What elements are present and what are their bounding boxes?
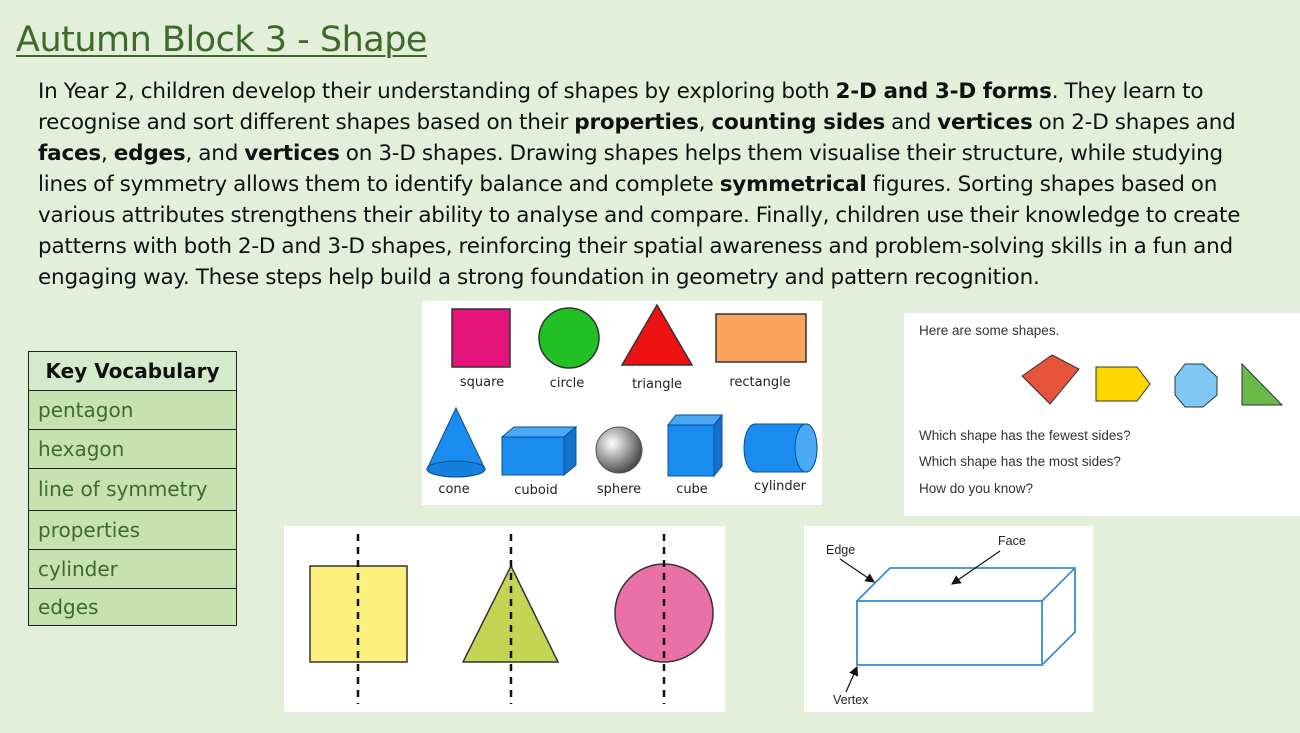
question-3: How do you know? [919,481,1034,496]
intro-text-segment: on 3-D shapes. Drawing shapes helps them visualise their structure, while studying lines of symmetry allows them to identify balance and complete [38,141,1223,197]
intro-bold-term: symmetrical [719,172,867,197]
symmetry-panel [284,526,725,712]
vocab-item-cylinder: cylinder [29,550,236,589]
pentagon-shape [1096,367,1150,401]
intro-bold-term: counting sides [711,110,886,135]
label-circle: circle [549,376,585,391]
label-sphere: sphere [596,482,642,497]
label-vertex: Vertex [833,693,869,707]
triangle-shape [622,305,692,365]
labelled-cuboid [857,568,1075,665]
intro-paragraph [38,76,1273,293]
intro-text-segment: and [885,110,938,135]
label-cone: cone [438,482,470,497]
intro-bold-term: vertices [244,141,340,166]
question-panel [904,313,1300,516]
label-rectangle: rectangle [729,375,791,390]
intro-text-segment: . They learn to recognise and sort different shapes based on their [38,79,1204,135]
label-triangle: triangle [631,377,683,392]
vocab-item-edges: edges [29,589,236,625]
question-1: Which shape has the fewest sides? [919,428,1131,443]
vocab-item-properties: properties [29,511,236,550]
vocab-item-line-of-symmetry: line of symmetry [29,469,236,511]
vocab-item-hexagon: hexagon [29,430,236,469]
page-title: Autumn Block 3 - Shape [16,20,427,60]
label-face: Face [998,534,1026,548]
parallelogram-shape [1022,355,1079,404]
square-shape [452,309,510,367]
label-edge: Edge [826,543,856,557]
vocab-heading: Key Vocabulary [29,352,236,391]
cuboid-shape [502,427,576,475]
vocab-item-pentagon: pentagon [29,391,236,430]
question-2: Which shape has the most sides? [919,454,1121,469]
sphere-shape [596,427,642,473]
edge-arrow [840,559,874,582]
vertex-arrow [846,667,857,692]
intro-text-segment: figures. Sorting shapes based on various attributes strengthens their ability to analyse and compare. Finally, children use their knowledge to create patterns with both 2-D and 3-D shapes, reinforcing their spatial awareness and problem-solving skills in a fun and engaging way. These steps help build a strong foundation in geometry and pattern recognition. [38,172,1241,290]
cylinder-shape [744,424,817,472]
intro-bold-term: edges [113,141,186,166]
key-vocabulary-table [28,351,237,626]
label-cube: cube [676,482,708,497]
label-cuboid: cuboid [514,483,558,498]
rectangle-shape [716,314,806,362]
intro-bold-term: 2-D and 3-D forms [835,79,1052,104]
question-prompt: Here are some shapes. [919,323,1060,338]
intro-text-segment: on 2-D shapes and [1032,110,1236,135]
intro-text-segment: , [101,141,114,166]
cone-shape [427,408,485,477]
intro-text-segment: , and [185,141,245,166]
label-square: square [459,375,505,390]
octagon-shape [1175,364,1217,407]
intro-bold-term: vertices [937,110,1033,135]
shapes-panel [422,301,822,505]
intro-bold-term: faces [38,141,101,166]
cube-shape [668,415,722,476]
cuboid-diagram-panel [804,526,1093,712]
intro-text-segment: In Year 2, children develop their understanding of shapes by exploring both [38,79,836,104]
circle-shape [539,308,599,368]
intro-text-segment: , [698,110,712,135]
label-cylinder: cylinder [754,479,806,494]
intro-bold-term: properties [574,110,699,135]
right-triangle-shape [1242,364,1282,405]
